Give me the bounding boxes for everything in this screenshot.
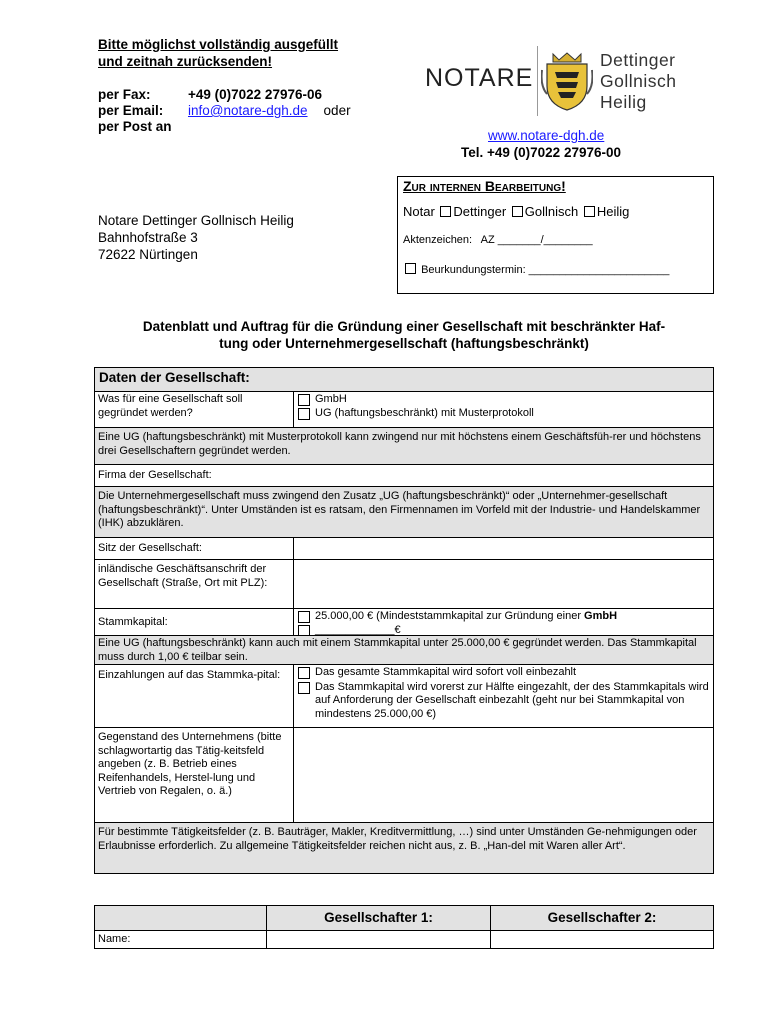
instruction-line-1: Bitte möglichst vollständig ausgefüllt bbox=[98, 37, 339, 52]
coat-of-arms-icon bbox=[541, 50, 593, 112]
gegenstand-label: Gegenstand des Unternehmens (bitte schlagwortartig das Tätig-keitsfeld angeben (z. B. Betrieb eines Reifenhandels, Herstel-lung und Vertrieb von Regalen, o. ä.) bbox=[94, 727, 294, 823]
company-type-options bbox=[293, 391, 714, 428]
company-type-label: Was für eine Gesellschaft soll gegründet werden? bbox=[94, 391, 294, 428]
aktenzeichen-field[interactable]: Aktenzeichen: AZ _______/________ bbox=[403, 234, 593, 246]
contact-block bbox=[98, 87, 351, 135]
notar-option-gollnisch: Gollnisch bbox=[524, 204, 579, 219]
title-line-2: tung oder Unternehmergesellschaft (haftungsbeschränkt) bbox=[219, 336, 589, 351]
option-voll[interactable] bbox=[297, 666, 710, 680]
anschrift-label: inländische Geschäftsanschrift der Gesellschaft (Straße, Ort mit PLZ): bbox=[94, 559, 294, 609]
checkbox-kapital-25000[interactable] bbox=[298, 611, 310, 623]
title-line-1: Datenblatt und Auftrag für die Gründung einer Gesellschaft mit beschränkter Haf- bbox=[142, 319, 666, 334]
logo-names bbox=[600, 50, 676, 113]
address-line-1: Notare Dettinger Gollnisch Heilig bbox=[98, 213, 294, 228]
beurkundung-field[interactable] bbox=[403, 263, 669, 276]
option-kapital-25000[interactable] bbox=[297, 610, 710, 624]
checkbox-ug[interactable] bbox=[298, 408, 310, 420]
instruction-line-2: und zeitnah zurücksenden! bbox=[98, 54, 273, 69]
gegenstand-note: Für bestimmte Tätigkeitsfelder (z. B. Bauträger, Makler, Kreditvermittlung, …) sind unter Umständen Ge-nehmigungen oder Erlaubnisse erforderlich. Zu allgemeine Tätigkeitsfelder reichen nicht aus, z. B. „Han-del mit Waren aller Art“. bbox=[94, 822, 714, 874]
shareholder-1-name-input[interactable] bbox=[266, 930, 491, 949]
checkbox-dettinger[interactable] bbox=[440, 206, 451, 217]
option-ug-label: UG (haftungsbeschränkt) mit Musterprotokoll bbox=[315, 406, 534, 419]
email-link[interactable]: info@notare-dgh.de bbox=[188, 103, 308, 118]
email-label: per Email: bbox=[98, 103, 164, 118]
firma-note: Die Unternehmergesellschaft muss zwingend den Zusatz „UG (haftungsbeschränkt)“ oder „Unternehmer-gesellschaft (haftungsbeschränkt)“. Unter Umständen ist es ratsam, den Firmennamen im Vorfeld mit der Industrie- und Handelskammer (IHK) abzuklären. bbox=[94, 486, 714, 538]
checkbox-haelfte[interactable] bbox=[298, 682, 310, 694]
option-gmbh-label: GmbH bbox=[315, 393, 347, 405]
sitz-label: Sitz der Gesellschaft: bbox=[94, 537, 294, 560]
shareholder-1-header: Gesellschafter 1: bbox=[266, 905, 491, 931]
post-label: per Post an bbox=[98, 119, 172, 134]
email-suffix: oder bbox=[323, 103, 351, 118]
firma-field[interactable] bbox=[94, 464, 714, 487]
checkbox-beurkundung[interactable] bbox=[405, 263, 416, 274]
recipient-address bbox=[98, 212, 294, 263]
shareholder-header-empty bbox=[94, 905, 267, 931]
logo-name-3: Heilig bbox=[600, 92, 647, 112]
notar-option-dettinger: Dettinger bbox=[453, 204, 507, 219]
telephone: Tel. +49 (0)7022 27976-00 bbox=[461, 145, 621, 160]
gegenstand-input[interactable] bbox=[293, 727, 714, 823]
fax-label: per Fax: bbox=[98, 87, 151, 102]
checkbox-voll[interactable] bbox=[298, 667, 310, 679]
anschrift-input[interactable] bbox=[293, 559, 714, 609]
kapital-option-1-pre: 25.000,00 € (Mindeststammkapital zur Gründung einer bbox=[315, 610, 585, 622]
checkbox-gollnisch[interactable] bbox=[512, 206, 523, 217]
stammkapital-label: Stammkapital: bbox=[94, 608, 294, 636]
option-gmbh[interactable] bbox=[297, 393, 710, 407]
option-ug[interactable] bbox=[297, 407, 710, 421]
option-haelfte[interactable] bbox=[297, 681, 710, 722]
address-line-3: 72622 Nürtingen bbox=[98, 247, 198, 262]
internal-box-title: Zur internen Bearbeitung! bbox=[403, 178, 566, 194]
option-haelfte-label: Das Stammkapital wird vorerst zur Hälfte eingezahlt, der des Stammkapitals wird auf Anforderung der Gesellschaft einbezahlt (geht nur bei Stammkapital von mindestens 25.000,00 €) bbox=[315, 680, 709, 720]
sitz-input[interactable] bbox=[293, 537, 714, 560]
logo-name-2: Gollnisch bbox=[600, 71, 677, 91]
kapital-option-1-bold: GmbH bbox=[584, 610, 618, 622]
firma-label: Firma der Gesellschaft: bbox=[98, 469, 212, 481]
name-label: Name: bbox=[94, 930, 267, 949]
einzahlung-options bbox=[293, 664, 714, 728]
shareholder-2-header: Gesellschafter 2: bbox=[490, 905, 714, 931]
checkbox-heilig[interactable] bbox=[584, 206, 595, 217]
kapital-note: Eine UG (haftungsbeschränkt) kann auch mit einem Stammkapital unter 25.000,00 € gegründet werden. Das Stammkapital muss durch 1,00 € teilbar sein. bbox=[94, 635, 714, 665]
logo-name-1: Dettinger bbox=[600, 50, 676, 70]
ug-note: Eine UG (haftungsbeschränkt) mit Musterprotokoll kann zwingend nur mit höchstens einem Geschäftsfüh-rer und höchstens drei Gesellschaftern gegründet werden. bbox=[94, 427, 714, 465]
section-header: Daten der Gesellschaft: bbox=[94, 367, 714, 392]
notar-selection bbox=[403, 204, 629, 219]
address-line-2: Bahnhofstraße 3 bbox=[98, 230, 198, 245]
document-title bbox=[96, 318, 712, 352]
logo-wordmark: NOTARE bbox=[425, 64, 534, 92]
instruction-text bbox=[98, 36, 338, 70]
fax-number: +49 (0)7022 27976-06 bbox=[188, 87, 322, 102]
notar-option-heilig: Heilig bbox=[596, 204, 630, 219]
kapital-custom-field[interactable]: _____________€ bbox=[315, 623, 401, 636]
stammkapital-options bbox=[293, 608, 714, 636]
checkbox-gmbh[interactable] bbox=[298, 394, 310, 406]
kapital-option-1-text bbox=[315, 610, 617, 624]
website-link[interactable]: www.notare-dgh.de bbox=[488, 128, 605, 143]
beurkundung-label: Beurkundungstermin: _______________________ bbox=[421, 264, 670, 276]
option-voll-label: Das gesamte Stammkapital wird sofort voll einbezahlt bbox=[315, 666, 577, 678]
einzahlung-label: Einzahlungen auf das Stammka-pital: bbox=[94, 664, 294, 728]
notar-label: Notar bbox=[403, 204, 435, 219]
logo-divider bbox=[537, 46, 538, 116]
shareholder-2-name-input[interactable] bbox=[490, 930, 714, 949]
